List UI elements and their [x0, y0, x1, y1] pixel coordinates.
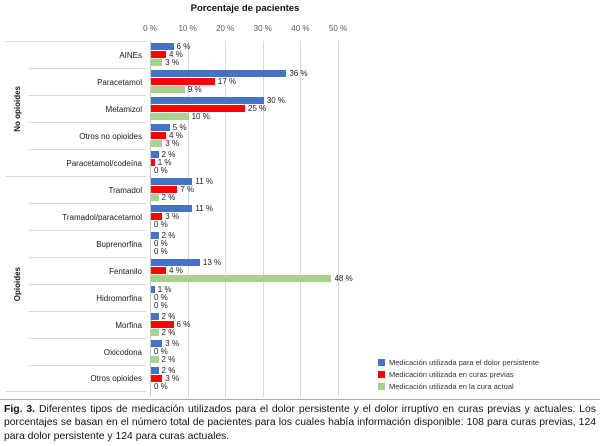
bar	[151, 321, 174, 328]
gridline	[263, 41, 264, 397]
gridline	[338, 41, 339, 397]
category-label: Hidromorfina	[28, 284, 146, 311]
group-cell	[6, 41, 28, 176]
legend-item	[378, 380, 539, 392]
bar-value-label: 0 %	[154, 347, 168, 356]
category-label: Otros opioides	[28, 365, 146, 392]
gridline	[225, 41, 226, 397]
category-label: Buprenorfina	[28, 230, 146, 257]
bar-value-label: 9 %	[187, 85, 202, 94]
caption-divider	[0, 399, 600, 400]
category-label: Fentanilo	[28, 257, 146, 284]
bar-value-label: 2 %	[161, 328, 176, 337]
x-tick-label: 10 %	[178, 24, 197, 33]
category-label: Morfina	[28, 311, 146, 338]
bar	[151, 70, 286, 77]
bar	[151, 213, 162, 220]
caption-text: Diferentes tipos de medicación utilizados para el dolor persistente y el dolor irruptivo en curas previas y actuales. Los porcentajes se basan en el número total de pacientes para los cuales había información disponible: 108 para curas previas, 124 para dolor persistente y 124 para curas actuales.	[4, 404, 596, 442]
bar	[151, 286, 155, 293]
bar	[151, 232, 159, 239]
bar-value-label: 3 %	[165, 139, 180, 148]
bar-value-label: 0 %	[154, 247, 168, 256]
bar-value-label: 36 %	[289, 69, 308, 78]
bar-value-label: 0 %	[154, 220, 168, 229]
bar	[151, 267, 166, 274]
bar	[151, 205, 192, 212]
group-column	[6, 41, 28, 392]
bar	[151, 159, 155, 166]
bar	[151, 105, 245, 112]
group-label: No opioides	[12, 86, 22, 132]
gridline	[188, 41, 189, 397]
bar	[151, 86, 185, 93]
bar-value-label: 25 %	[248, 104, 267, 113]
bar-value-label: 6 %	[176, 42, 191, 51]
bar-value-label: 30 %	[266, 96, 286, 105]
bar	[151, 151, 159, 158]
x-tick-label: 0 %	[143, 24, 157, 33]
category-label: Tramadol	[28, 176, 146, 203]
legend-item	[378, 368, 539, 380]
category-column	[28, 41, 150, 392]
bar-value-label: 2 %	[161, 193, 176, 202]
bar	[151, 194, 159, 201]
bar-value-label: 0 %	[154, 239, 168, 248]
category-label: Otros no opioides	[28, 122, 146, 149]
category-label: Paracetamol/codeína	[28, 149, 146, 176]
bar	[151, 186, 177, 193]
bar-value-label: 10 %	[191, 112, 210, 121]
bar-value-label: 3 %	[165, 212, 180, 221]
bar-value-label: 4 %	[169, 50, 183, 59]
bar-value-label: 4 %	[169, 266, 183, 275]
bar-value-label: 2 %	[161, 150, 176, 159]
bar	[151, 340, 162, 347]
group-cell	[6, 176, 28, 392]
bar	[151, 375, 162, 382]
bar-value-label: 3 %	[165, 58, 180, 67]
bar-value-label: 2 %	[161, 312, 176, 321]
bar-value-label: 17 %	[217, 77, 237, 86]
category-label: Metamizol	[28, 95, 146, 122]
bar	[151, 367, 159, 374]
bar	[151, 78, 215, 85]
bar-value-label: 3 %	[165, 339, 180, 348]
bar-value-label: 0 %	[154, 166, 168, 175]
category-label: Tramadol/paracetamol	[28, 203, 146, 230]
x-tick-label: 30 %	[253, 24, 272, 33]
legend-item	[378, 356, 539, 368]
bar	[151, 43, 174, 50]
bar	[151, 178, 192, 185]
legend-swatch	[378, 359, 385, 366]
bar-value-label: 1 %	[157, 158, 172, 167]
plot-area	[150, 41, 353, 397]
legend-swatch	[378, 383, 385, 390]
bar-value-label: 1 %	[157, 285, 172, 294]
bar	[151, 97, 264, 104]
bar	[151, 356, 159, 363]
bar-value-label: 7 %	[180, 185, 195, 194]
bar	[151, 59, 162, 66]
bar-value-label: 2 %	[161, 231, 176, 240]
bar	[151, 259, 200, 266]
x-tick-label: 40 %	[291, 24, 310, 33]
bar-value-label: 11 %	[195, 177, 213, 186]
x-tick-label: 50 %	[328, 24, 348, 33]
bar	[151, 51, 166, 58]
bar-value-label: 4 %	[169, 131, 183, 140]
bar	[151, 113, 189, 120]
caption-label: Fig. 3.	[4, 404, 36, 415]
bar-value-label: 48 %	[334, 274, 353, 283]
bar	[151, 132, 166, 139]
bar	[151, 329, 159, 336]
x-tick-label: 20 %	[216, 24, 235, 33]
category-label: Paracetamol	[28, 68, 146, 95]
bar-value-label: 11 %	[195, 204, 213, 213]
bar-value-label: 5 %	[172, 123, 187, 132]
category-label: AINEs	[28, 41, 146, 68]
category-label: Oxicodona	[28, 338, 146, 365]
bar-value-label: 6 %	[176, 320, 191, 329]
bar-value-label: 0 %	[154, 382, 168, 391]
figure-caption	[4, 403, 596, 443]
bar-value-label: 0 %	[154, 293, 168, 302]
gridline	[300, 41, 301, 397]
bar-value-label: 2 %	[161, 366, 176, 375]
bar-value-label: 3 %	[165, 374, 180, 383]
bar-value-label: 2 %	[161, 355, 176, 364]
bar	[151, 275, 331, 282]
bar	[151, 124, 170, 131]
legend-label: Medicación utilizada para el dolor persistente	[389, 357, 540, 367]
bar	[151, 313, 159, 320]
chart-title: Porcentaje de pacientes	[190, 3, 300, 14]
legend-label: Medicación utilizada en curas previas	[389, 369, 514, 379]
legend	[378, 356, 539, 392]
legend-swatch	[378, 371, 385, 378]
bar-value-label: 13 %	[202, 258, 222, 267]
group-label: Opioides	[12, 266, 22, 302]
bar	[151, 140, 162, 147]
bar-value-label: 0 %	[154, 301, 168, 310]
legend-label: Medicación utilizada en la cura actual	[389, 381, 514, 391]
